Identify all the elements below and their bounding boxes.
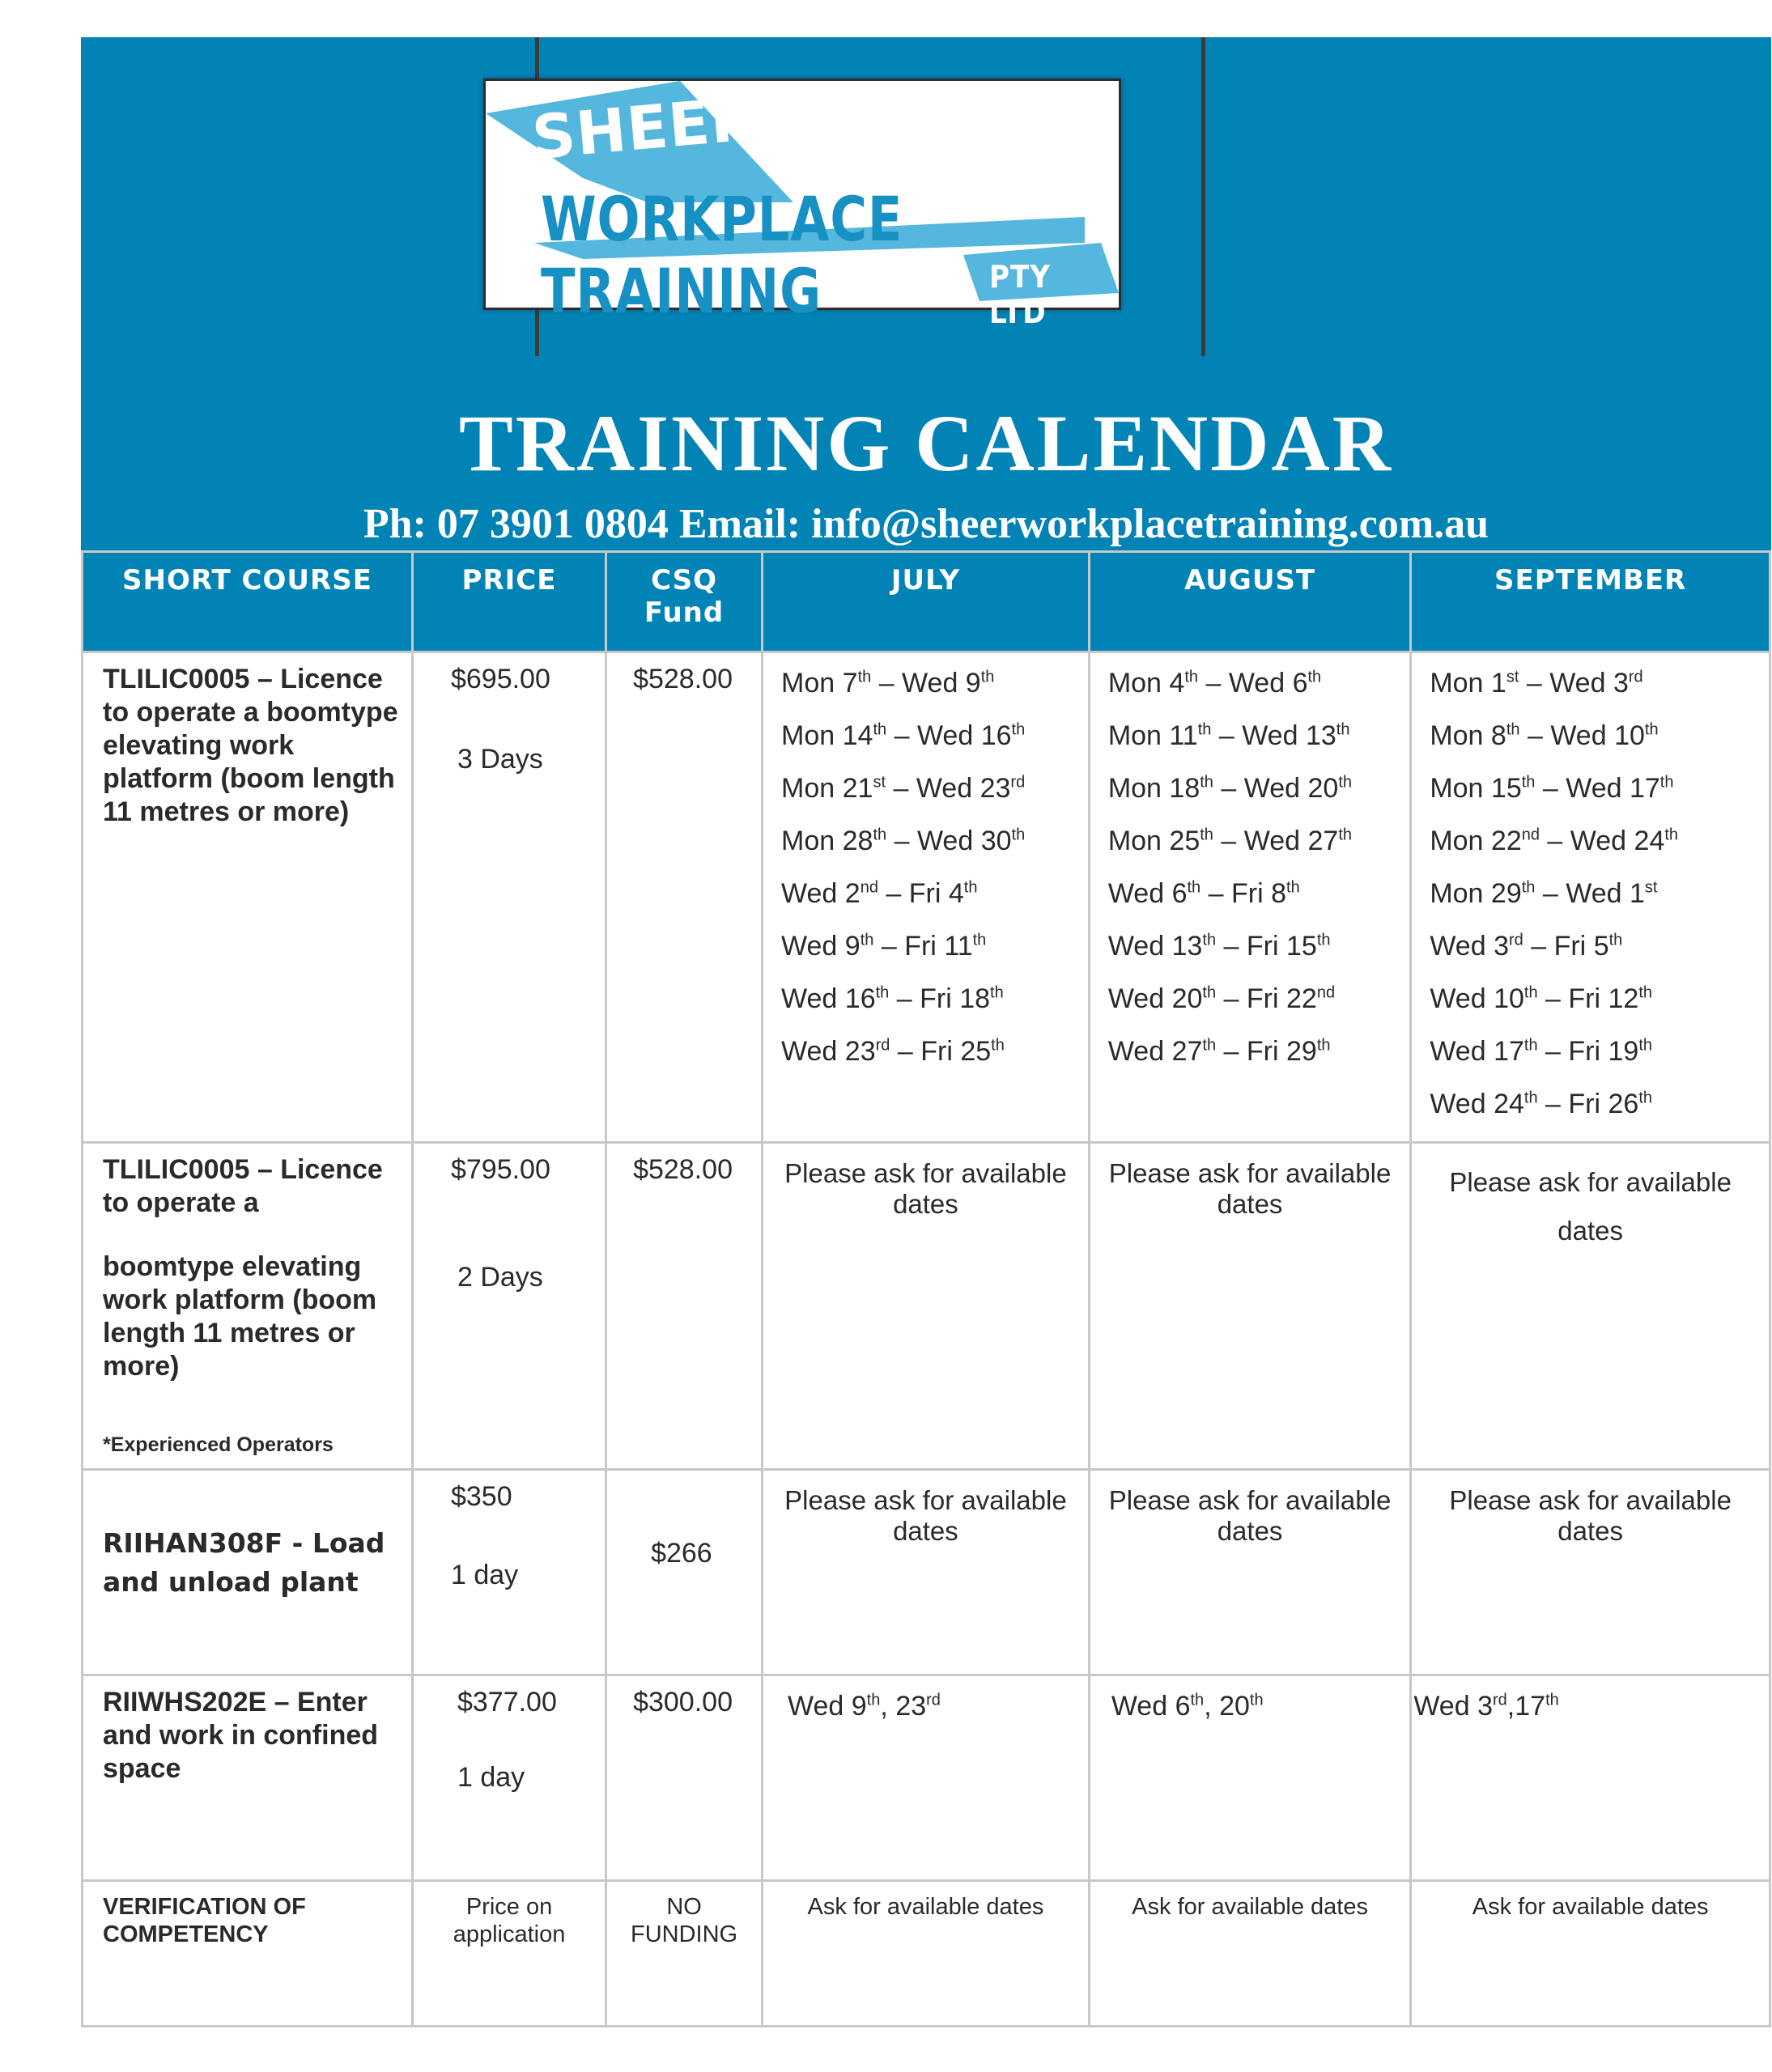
header-csq-fund: CSQ Fund bbox=[606, 552, 763, 652]
fund-value: $528.00 bbox=[606, 1143, 763, 1470]
date-range: Mon 14th – Wed 16th bbox=[781, 720, 1026, 751]
date-range: Wed 3rd – Fri 5th bbox=[1430, 931, 1623, 962]
july-dates bbox=[763, 1675, 1090, 1881]
logo-line-workplace-training: WORKPLACE TRAINING bbox=[541, 183, 903, 327]
course-name: RIIWHS202E – Enter and work in confined space bbox=[83, 1675, 413, 1881]
september-availability: Ask for available dates bbox=[1411, 1881, 1770, 2027]
date-range: Mon 22nd – Wed 24th bbox=[1430, 826, 1679, 856]
price-cell bbox=[412, 1143, 606, 1470]
date-range: Mon 8th – Wed 10th bbox=[1430, 720, 1659, 751]
date-range: Mon 25th – Wed 27th bbox=[1107, 826, 1352, 856]
duration-value: 3 Days bbox=[457, 744, 543, 775]
fund-value: $266 bbox=[606, 1470, 763, 1675]
price-value: $795.00 bbox=[450, 1154, 550, 1185]
september-dates bbox=[1411, 652, 1770, 1143]
duration-value: 1 day bbox=[457, 1762, 525, 1793]
header-september: SEPTEMBER bbox=[1411, 552, 1770, 652]
table-row bbox=[83, 1143, 1770, 1470]
date-range: Wed 13th – Fri 15th bbox=[1107, 931, 1331, 962]
price-value: $695.00 bbox=[450, 664, 550, 694]
table-row bbox=[83, 1881, 1770, 2027]
july-availability: Please ask for available dates bbox=[763, 1143, 1090, 1470]
fund-value: $528.00 bbox=[606, 652, 763, 1143]
course-name bbox=[83, 1143, 413, 1470]
august-dates bbox=[1089, 1675, 1410, 1881]
table-row bbox=[83, 1675, 1770, 1881]
table-row bbox=[83, 1470, 1770, 1675]
price-value: $377.00 bbox=[457, 1687, 557, 1717]
course-name: TLILIC0005 – Licence to operate a boomtype elevating work platform (boom length 11 metres or more) bbox=[83, 652, 413, 1143]
course-name: RIIHAN308F - Load and unload plant bbox=[83, 1470, 413, 1675]
course-note: *Experienced Operators bbox=[103, 1433, 334, 1456]
price-cell bbox=[412, 1675, 606, 1881]
september-dates bbox=[1411, 1675, 1770, 1881]
logo-line-pty-ltd: PTY LTD bbox=[989, 259, 1051, 330]
header-july: JULY bbox=[763, 552, 1090, 652]
header-price: PRICE bbox=[412, 552, 606, 652]
date-range: Wed 23rd – Fri 25th bbox=[781, 1036, 1005, 1067]
august-availability: Please ask for available dates bbox=[1089, 1470, 1410, 1675]
date-range: Mon 15th – Wed 17th bbox=[1430, 773, 1674, 804]
table-header-row bbox=[83, 552, 1770, 652]
price-value: Price on application bbox=[412, 1881, 606, 2027]
july-dates bbox=[763, 652, 1090, 1143]
september-availability: Please ask for available dates bbox=[1411, 1143, 1770, 1470]
date-range: Wed 2nd – Fri 4th bbox=[781, 878, 978, 909]
date-range: Mon 29th – Wed 1st bbox=[1430, 878, 1658, 909]
date-range: Mon 28th – Wed 30th bbox=[781, 826, 1026, 856]
company-logo bbox=[483, 79, 1121, 330]
logo-line-sheer: SHEER bbox=[529, 83, 760, 173]
date-range: Wed 24th – Fri 26th bbox=[1430, 1089, 1652, 1119]
date-list: Wed 9th, 23rd bbox=[788, 1691, 941, 1722]
september-availability: Please ask for available dates bbox=[1411, 1470, 1770, 1675]
date-list: Wed 6th, 20th bbox=[1111, 1691, 1264, 1722]
fund-value: $300.00 bbox=[606, 1675, 763, 1881]
july-availability: Please ask for available dates bbox=[763, 1470, 1090, 1675]
date-range: Wed 9th – Fri 11th bbox=[781, 931, 987, 962]
date-range: Mon 7th – Wed 9th bbox=[781, 668, 995, 698]
date-range: Wed 10th – Fri 12th bbox=[1430, 983, 1652, 1014]
page-title: TRAINING CALENDAR bbox=[459, 398, 1393, 488]
date-range: Mon 4th – Wed 6th bbox=[1107, 668, 1322, 698]
date-range: Mon 1st – Wed 3rd bbox=[1430, 668, 1643, 698]
header-august: AUGUST bbox=[1089, 552, 1410, 652]
date-range: Wed 20th – Fri 22nd bbox=[1107, 983, 1336, 1014]
august-availability: Ask for available dates bbox=[1089, 1881, 1410, 2027]
date-range: Wed 6th – Fri 8th bbox=[1107, 878, 1300, 909]
date-range: Wed 27th – Fri 29th bbox=[1107, 1036, 1331, 1067]
header-short-course: SHORT COURSE bbox=[83, 552, 413, 652]
course-name: VERIFICATION OF COMPETENCY bbox=[83, 1881, 413, 2027]
july-availability: Ask for available dates bbox=[763, 1881, 1090, 2027]
price-cell bbox=[412, 652, 606, 1143]
date-list: Wed 3rd,17th bbox=[1413, 1691, 1559, 1722]
duration-value: 2 Days bbox=[457, 1262, 543, 1293]
date-range: Mon 11th – Wed 13th bbox=[1107, 720, 1350, 751]
table-row bbox=[83, 652, 1770, 1143]
date-range: Wed 17th – Fri 19th bbox=[1430, 1036, 1652, 1067]
august-dates bbox=[1089, 652, 1410, 1143]
august-availability: Please ask for available dates bbox=[1089, 1143, 1410, 1470]
price-cell bbox=[412, 1470, 606, 1675]
duration-value: 1 day bbox=[450, 1560, 519, 1590]
date-range: Mon 21st – Wed 23rd bbox=[781, 773, 1026, 804]
course-name-part-a: TLILIC0005 – Licence to operate a bbox=[103, 1154, 383, 1218]
contact-line: Ph: 07 3901 0804 Email: info@sheerworkplacetraining.com.au bbox=[363, 501, 1489, 547]
date-range: Wed 16th – Fri 18th bbox=[781, 983, 1004, 1014]
fund-value: NO FUNDING bbox=[606, 1881, 763, 2027]
price-value: $350 bbox=[450, 1481, 512, 1512]
date-range: Mon 18th – Wed 20th bbox=[1107, 773, 1352, 804]
calendar-table bbox=[81, 550, 1771, 2027]
course-name-part-b: boomtype elevating work platform (boom length 11 metres or more) bbox=[103, 1251, 377, 1382]
